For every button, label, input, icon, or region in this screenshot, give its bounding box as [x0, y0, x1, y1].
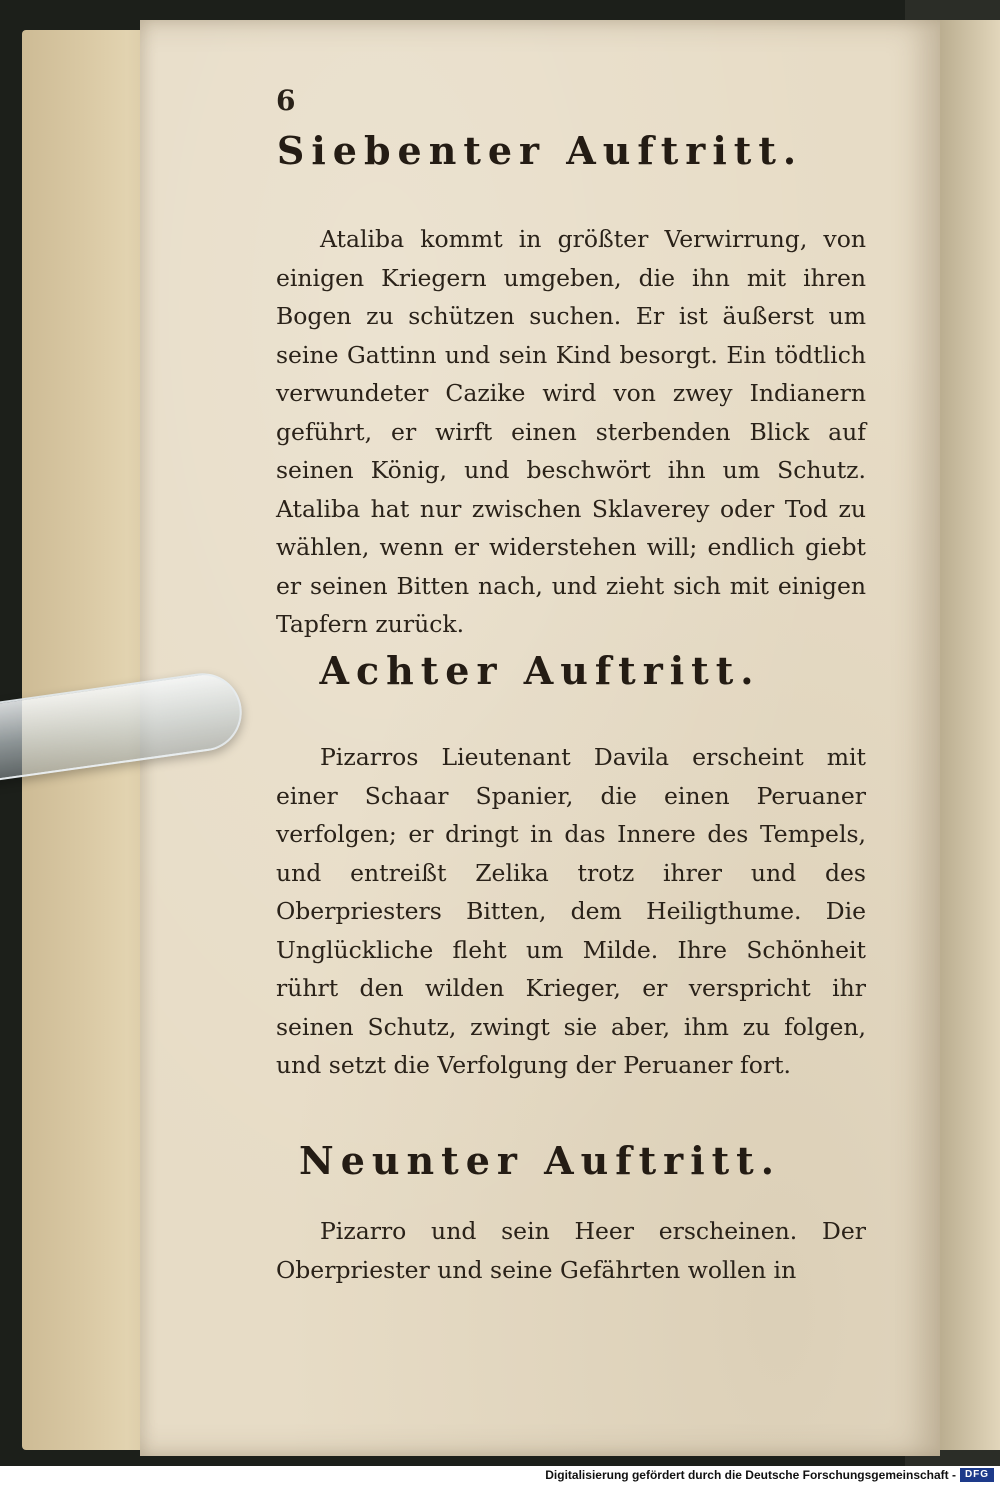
footer-credit: Digitalisierung gefördert durch die Deutsche Forschungsgemeinschaft - — [545, 1468, 956, 1482]
book-page — [140, 20, 940, 1456]
section-paragraph: Pizarros Lieutenant Davila erscheint mit einer Schaar Spanier, die einen Peruaner verfolgen; er dringt in das Innere des Tempels, und entreißt Zelika trotz ihrer und des Oberpriesters Bitten, dem Heiligthume. Die Unglückliche fleht um Milde. Ihre Schönheit rührt den wilden Krieger, er verspricht ihr seinen Schutz, zwingt sie aber, ihm zu folgen, und setzt die Verfolgung der Peruaner fort. — [276, 743, 866, 1079]
section-paragraph: Pizarro und sein Heer erscheinen. Der Oberpriester und seine Gefährten wollen in — [276, 1217, 866, 1284]
section-heading: Siebenter Auftritt. — [276, 128, 804, 173]
dfg-logo: DFG — [960, 1468, 994, 1482]
section-heading: Neunter Auftritt. — [299, 1138, 781, 1183]
section-heading: Achter Auftritt. — [319, 648, 761, 693]
page-number: 6 — [276, 84, 296, 117]
next-page-edge — [935, 20, 1000, 1450]
section-paragraph: Ataliba kommt in größter Verwirrung, von einigen Kriegern umgeben, die ihn mit ihren Bogen zu schützen suchen. Er ist äußerst um seine Gattinn und sein Kind besorgt. Ein tödtlich verwundeter Cazike wird von zwey Indianern geführt, er wirft einen sterbenden Blick auf seinen König, und beschwört ihn um Schutz. Ataliba hat nur zwischen Sklaverey oder Tod zu wählen, wenn er widerstehen will; endlich giebt er seinen Bitten nach, und zieht sich mit einigen Tapfern zurück. — [276, 225, 866, 638]
